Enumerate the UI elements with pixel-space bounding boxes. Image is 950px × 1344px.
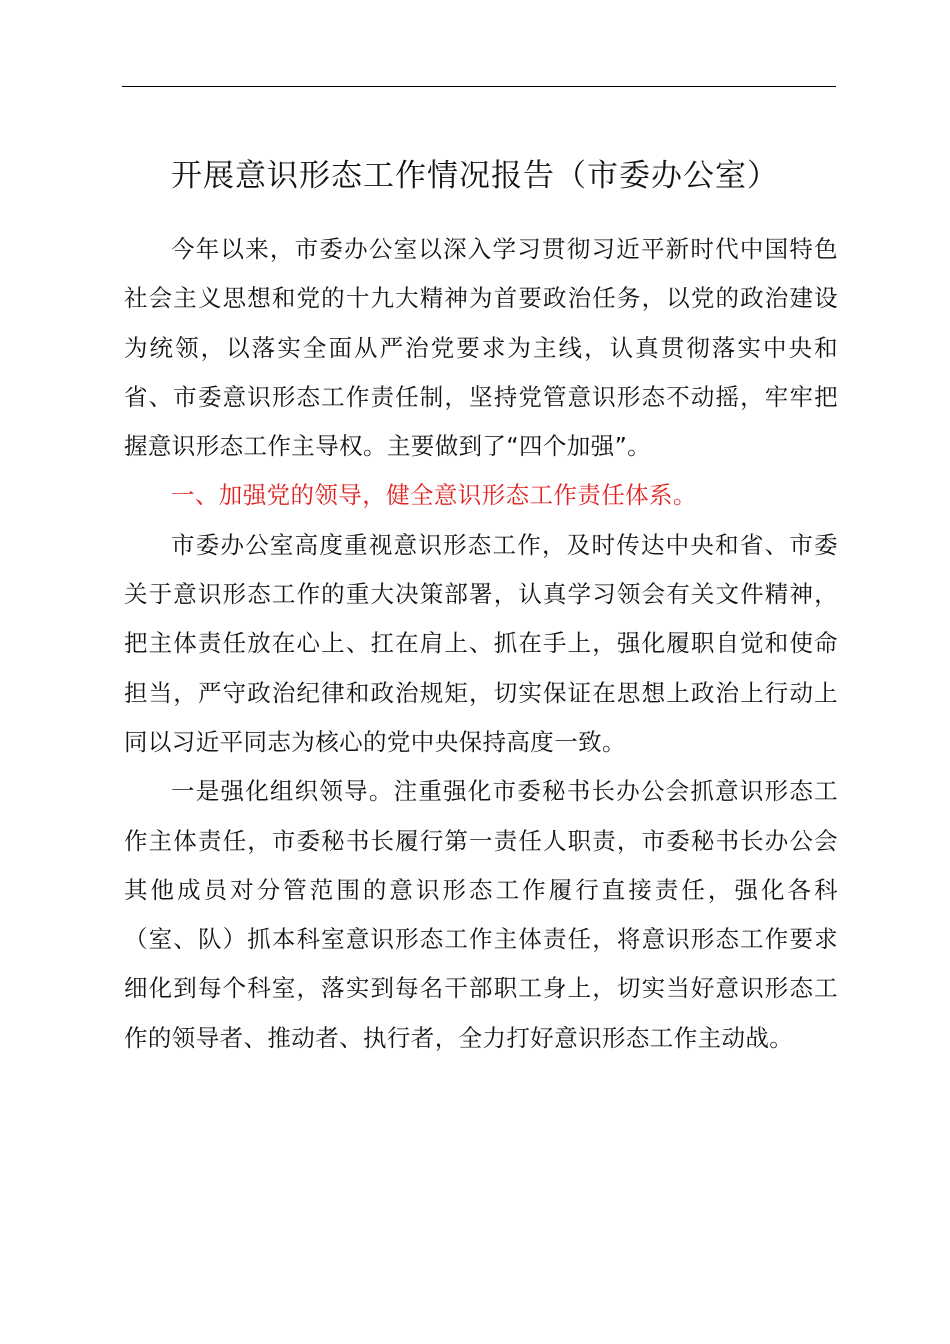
paragraph-leadership: 市委办公室高度重视意识形态工作，及时传达中央和省、市委关于意识形态工作的重大决策部署，认真学习领会有关文件精神，把主体责任放在心上、扛在肩上、抓在手上，强化履职自觉和使命担当，严守政治纪律和政治规矩，切实保证在思想上政治上行动上同以习近平同志为核心的党中央保持高度一致。 — [124, 530, 838, 756]
section-heading-1: 一、加强党的领导，健全意识形态工作责任体系。 — [171, 481, 697, 510]
paragraph-intro: 今年以来，市委办公室以深入学习贯彻习近平新时代中国特色社会主义思想和党的十九大精神为首要政治任务，以党的政治建设为统领，以落实全面从严治党要求为主线，认真贯彻落实中央和省、市委意识形态工作责任制，坚持党管意识形态不动摇，牢牢把握意识形态工作主导权。主要做到了“四个加强”。 — [124, 235, 838, 461]
header-rule — [122, 86, 836, 87]
paragraph-organization: 一是强化组织领导。注重强化市委秘书长办公会抓意识形态工作主体责任，市委秘书长履行第一责任人职责，市委秘书长办公会其他成员对分管范围的意识形态工作履行直接责任，强化各科（室、队）抓本科室意识形态工作主体责任，将意识形态工作要求细化到每个科室，落实到每名干部职工身上，切实当好意识形态工作的领导者、推动者、执行者，全力打好意识形态工作主动战。 — [124, 777, 838, 1052]
document-title: 开展意识形态工作情况报告（市委办公室） — [171, 158, 779, 194]
document-body — [124, 225, 838, 1063]
